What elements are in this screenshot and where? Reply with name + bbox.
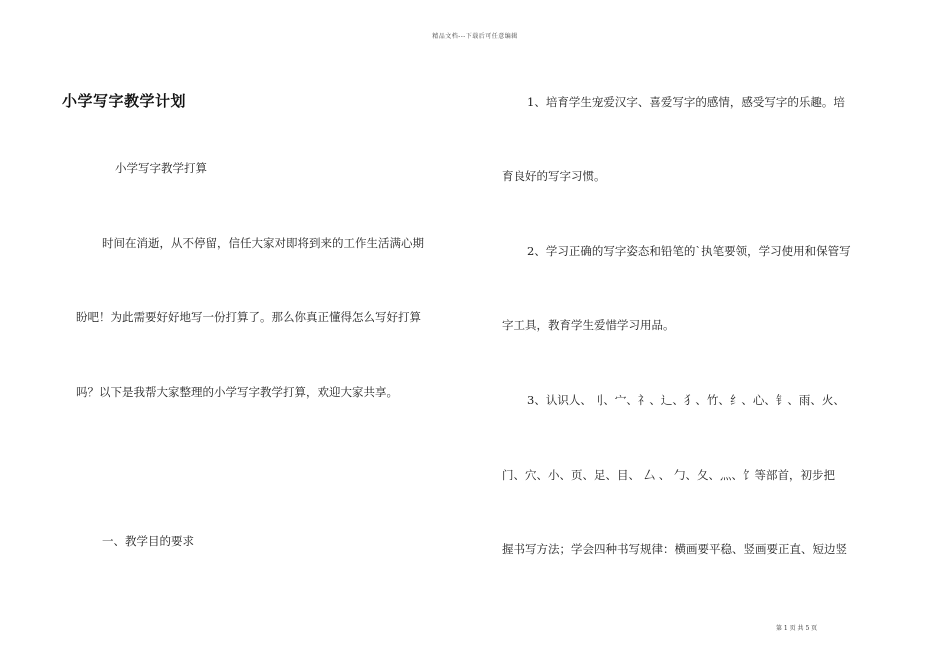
paragraph-line: 1、培育学生宠爱汉字、喜爱写字的感情，感受写字的乐趣。培 (527, 95, 845, 109)
section-heading: 一、教学目的要求 (102, 534, 194, 548)
paragraph-line: 字工具，教育学生爱惜学习用品。 (502, 318, 675, 332)
paragraph-line: 吗？以下是我帮大家整理的小学写字教学打算，欢迎大家共享。 (76, 385, 398, 399)
page-number: 第 1 页 共 5 页 (776, 625, 818, 632)
paragraph-line: 门、穴、小、页、足、目、 厶 、 勹、夂、灬、饣等部首，初步把 (502, 468, 835, 482)
header-note: 精品文档---下载后可任意编辑 (432, 33, 518, 40)
paragraph-line: 握书写方法；学会四种书写规律：横画要平稳、竖画要正直、短边竖 (502, 542, 847, 556)
paragraph-line: 育良好的写字习惯。 (502, 169, 606, 183)
paragraph-line: 2、学习正确的写字姿态和铅笔的`执笔要领，学习使用和保管写 (527, 244, 851, 258)
document-title: 小学写字教学计划 (62, 92, 187, 110)
paragraph-line: 时间在消逝，从不停留，信任大家对即将到来的工作生活满心期 (102, 236, 424, 250)
subtitle-line: 小学写字教学打算 (115, 161, 207, 175)
paragraph-line: 3、认识人、刂、宀、礻、辶、犭、竹、纟、心、钅、雨、火、 (527, 393, 845, 407)
paragraph-line: 盼吧！为此需要好好地写一份打算了。那么你真正懂得怎么写好打算 (76, 310, 421, 324)
